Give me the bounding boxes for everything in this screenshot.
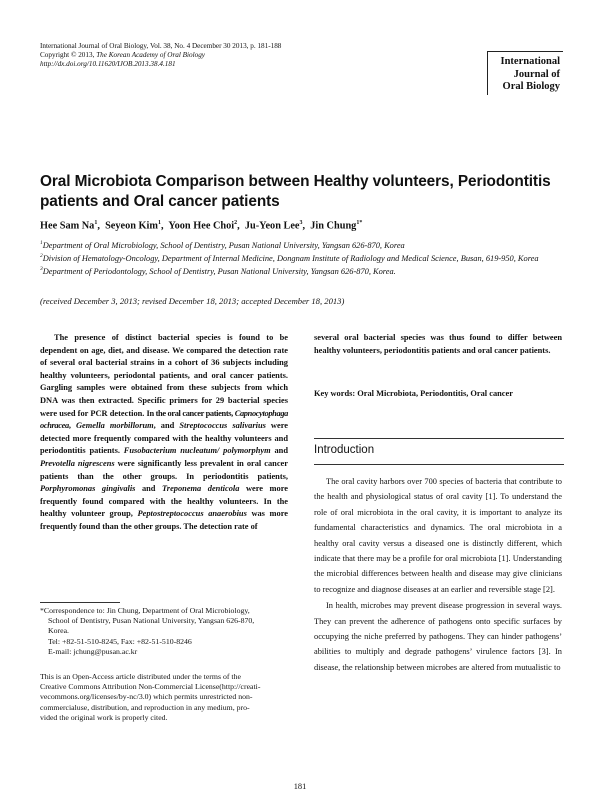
abstract-text-6: and [270,446,288,456]
abstract-text-10: was more frequently found than the other groups. The detection rate of [40,509,288,531]
abstract-text-3: , [68,421,76,431]
affiliation-2-text: Division of Hematology-Oncology, Department of Internal Medicine, Dongnam Institute of Radiology and Medical Science, Busan, 619-950, Korea [42,253,539,263]
author-2-sup: 1 [158,220,161,226]
license-line-2: Creative Commons Attribution Non-Commercial License(http://creati- [40,682,261,692]
journal-logo-box [487,51,563,95]
author-list: Hee Sam Na$^1$, Seyeon Kim$^1$, Yoon Hee Choi$^2$, Ju-Yeon Lee$^3$, Jin Chung$^{1*}$ [40,220,363,232]
copyright-prefix: Copyright © 2013, [40,51,97,59]
author-5-sup: 1* [356,220,363,226]
section-rule-bottom [314,464,564,465]
species-fusobacterium: Fusobacterium nucleatum/ polymorphym [123,446,271,456]
author-1-sup: 1 [94,220,98,226]
author-2: Seyeon Kim [105,220,158,232]
abstract-column-right: several oral bacterial species was thus found to differ between healthy volunteers, periodontitis patients and oral cancer patients. [314,333,562,355]
paper-title: Oral Microbiota Comparison between Healthy volunteers, Periodontitis patients and Oral cancer patients [40,173,551,210]
affiliation-3-text: Department of Periodontology, School of Dentistry, Pusan National University, Yangsan 626-870, Korea. [42,266,396,276]
species-streptococcus: Streptococcus salivarius [179,421,266,431]
abstract-text-9: were more frequently found compared with the healthy volunteers. In the healthy volunteer group, [40,484,288,519]
footnote-rule [40,602,120,603]
license-line-1: This is an Open-Access article distributed under the terms of the [40,672,241,681]
author-3-sup: 2 [234,220,238,226]
footnote-line-4: Tel: +82-51-510-8245, Fax: +82-51-510-8246 [48,636,192,646]
author-5: Jin Chung [310,220,357,232]
abstract-column-left [40,332,288,534]
affiliations [40,238,570,276]
species-porphyromonas: Porphyromonas gingivalis [40,484,136,494]
footnote-line-3: Korea. [48,626,69,636]
copyright-line [40,51,281,60]
species-capnocytophaga: Capnocytophaga ochracea [40,408,288,431]
doi-link[interactable]: http://dx.doi.org/10.11620/IJOB.2013.38.4.181 [40,60,176,68]
abstract-text-4: , and [153,421,180,431]
journal-box-line-1: International [500,56,560,67]
author-3: Yoon Hee Choi [168,220,235,232]
received-dates: (received December 3, 2013; revised December 18, 2013; accepted December 18, 2013) [40,296,345,306]
license-line-3: vecommons.org/licenses/by-nc/3.0) which permits unrestricted non- [40,692,253,702]
author-4: Ju-Yeon Lee [244,220,300,232]
license-line-4: commercialuse, distribution, and reproduction in any medium, pro- [40,702,250,712]
affiliation-3-sup: 3 [40,265,43,272]
affiliation-2-sup: 2 [40,252,43,259]
license-line-5: vided the original work is properly cited. [40,712,168,722]
license-statement [40,672,290,723]
section-heading-introduction: Introduction [314,444,375,456]
journal-box-line-2: Journal of [513,68,560,80]
abstract-text-5: were detected more frequently compared with the healthy volunteers and periodontitis patients. [40,421,288,456]
journal-header [40,42,281,69]
author-1: Hee Sam Na [40,220,95,232]
citation-line: International Journal of Oral Biology, Vol. 38, No. 4 December 30 2013, p. 181-188 [40,42,282,50]
abstract-text-8: and [135,484,162,494]
species-prevotella: Prevotella nigrescens [40,458,115,468]
footnote-line-2: School of Dentistry, Pusan National University, Yangsan 626-870, [48,616,255,626]
author-4-sup: 3 [299,220,303,226]
intro-paragraph-1: The oral cavity harbors over 700 species of bacteria that contribute to the health and physiological status of oral cavity [1]. To understand the role of oral microbiota in the oral cavity, it is important to analyze its fundamental characteristics and dynamics. The oral microbiota in a healthy oral cavity versus a diseased one is distinctly different, which indicate that there may be a profile for oral microbiota [1]. Understanding the microbial differences between health and disease may give clinicians to recognize and diagnose diseases at an earlier and reversible stage [2]. [314,477,562,594]
affiliation-1-sup: 1 [40,240,43,246]
copyright-holder: The Korean Academy of Oral Biology [96,51,205,59]
intro-paragraph-2: In health, microbes may prevent disease progression in several ways. They can prevent the adherence of pathogens onto specific surfaces by occupying the niche preferred by pathogens. They can hinder pathogens’ abilities to multiply and degrade pathogens’ virulence factors [3]. In disease, the relationship between microbes are altered from mutualistic to [314,601,562,672]
species-peptostreptococcus: Peptostreptococcus anaerobius [137,509,247,519]
introduction-body [314,474,562,676]
footnote-email: E-mail: jchung@pusan.ac.kr [48,646,138,656]
abstract-text-7: were significantly less prevalent in oral cancer patients than the other groups. In periodontitis patients, [40,458,288,481]
species-treponema: Treponema denticola [162,484,240,494]
section-rule-top [314,438,564,439]
journal-box-line-3: Oral Biology [502,81,560,92]
affiliation-1 [40,238,570,251]
footnote-line-1: *Correspondence to: Jin Chung, Department of Oral Microbiology, [40,606,250,615]
affiliation-2 [40,251,570,264]
species-gemella: Gemella morbillorum [76,421,154,431]
affiliation-1-text: Department of Oral Microbiology, School of Dentistry, Pusan National University, Yangsan 626-870, Korea [42,240,405,250]
affiliation-3 [40,264,570,277]
abstract-text-1: The presence of distinct bacterial species is found to be dependent on age, diet, and disease. We compared the detection rate of several oral bacterial strains in a cohort of 36 subjects including healthy volunteers, periodontal patients, and oral cancer patients. Gargling samples were obtained from these subjects from which DNA was then extracted. Specific primers for 29 bacterial species were used for PCR detection. [40,333,288,418]
abstract-text-2: In the oral cancer patients, [146,408,235,418]
correspondence-footnote [40,606,290,657]
keywords: Key words: Oral Microbiota, Periodontitis, Oral cancer [314,389,513,398]
page-number: 181 [293,782,307,791]
